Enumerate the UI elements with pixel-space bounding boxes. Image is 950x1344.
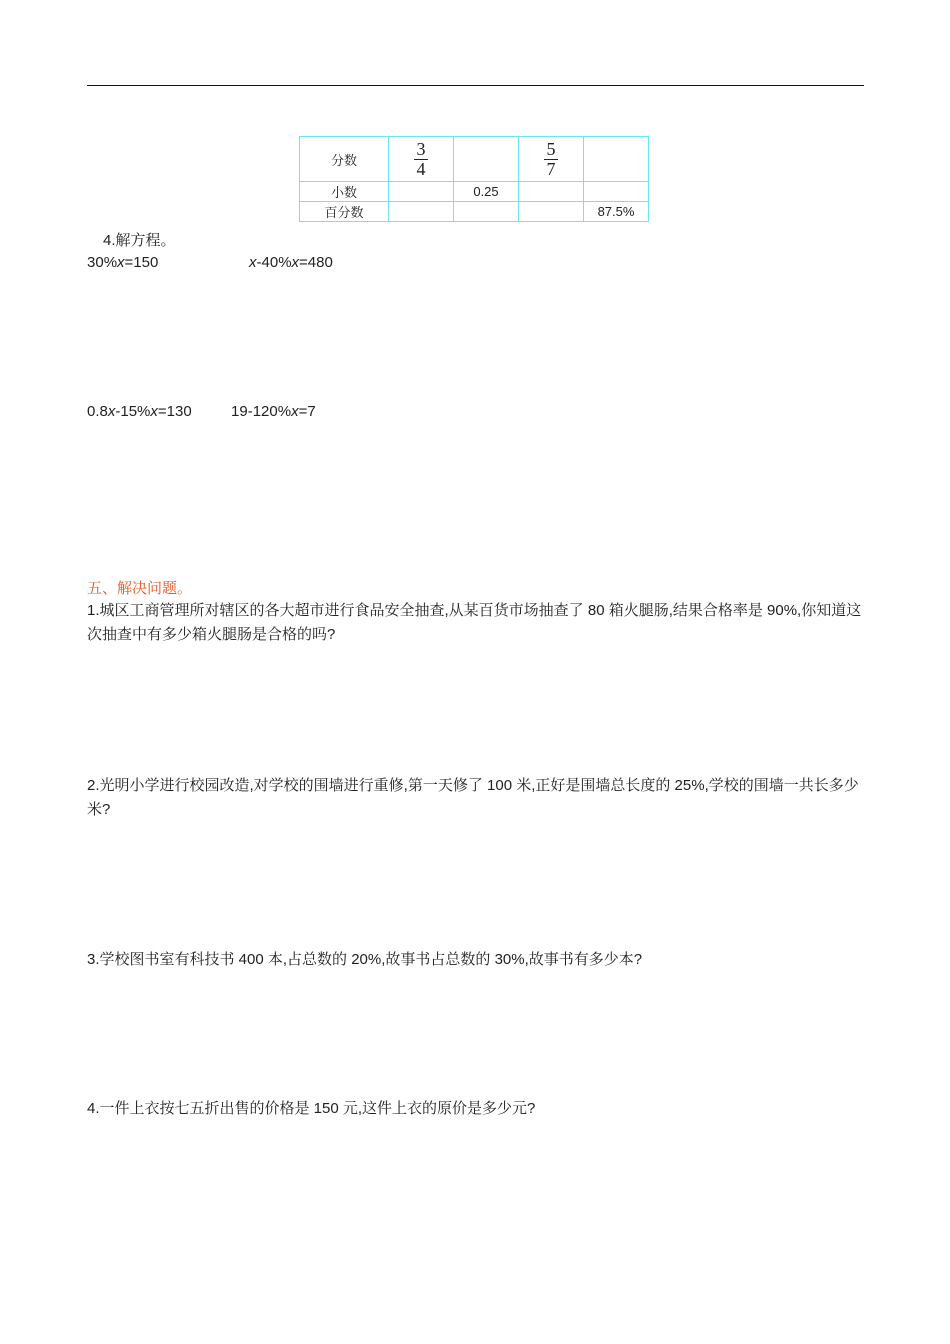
cell-decimal-3 (519, 182, 584, 202)
cell-percent-4: 87.5% (584, 202, 649, 222)
question-1: 1.城区工商管理所对辖区的各大超市进行食品安全抽查,从某百货市场抽查了 80 箱火腿肠,结果合格率是 90%,你知道这次抽查中有多少箱火腿肠是合格的吗? (87, 602, 862, 643)
fraction-numerator: 5 (546, 138, 556, 159)
fraction-3-4 (414, 140, 428, 179)
part4-title: 4.解方程。 (103, 232, 176, 249)
equation-2: x-40%x=480 (249, 254, 333, 271)
header-rule (87, 85, 864, 86)
equation-1: 30%x=150 (87, 254, 159, 271)
cell-percent-3 (519, 202, 584, 222)
fraction-5-7 (544, 140, 558, 179)
cell-fraction-2 (454, 137, 519, 182)
fraction-numerator: 3 (416, 138, 426, 159)
cell-fraction-3 (519, 137, 584, 182)
cell-fraction-1 (389, 137, 454, 182)
question-3: 3.学校图书室有科技书 400 本,占总数的 20%,故事书占总数的 30%,故事书有多少本? (87, 951, 643, 968)
row-label-decimal: 小数 (300, 182, 389, 202)
cell-percent-2 (454, 202, 519, 222)
row-label-fraction: 分数 (300, 137, 389, 182)
cell-percent-1 (389, 202, 454, 222)
equation-3: 0.8x-15%x=130 (87, 403, 192, 420)
cell-decimal-1 (389, 182, 454, 202)
table-row-percent (300, 202, 649, 222)
question-4: 4.一件上衣按七五折出售的价格是 150 元,这件上衣的原价是多少元? (87, 1100, 536, 1117)
table-row-fraction (300, 137, 649, 182)
table-row-decimal (300, 182, 649, 202)
conversion-table (299, 136, 649, 222)
fraction-denominator: 4 (416, 158, 426, 179)
cell-decimal-2: 0.25 (454, 182, 519, 202)
row-label-percent: 百分数 (300, 202, 389, 222)
cell-decimal-4 (584, 182, 649, 202)
fraction-denominator: 7 (546, 158, 556, 179)
section5-title: 五、解决问题。 (87, 580, 193, 597)
question-2: 2.光明小学进行校园改造,对学校的围墙进行重修,第一天修了 100 米,正好是围墙总长度的 25%,学校的围墙一共长多少米? (87, 777, 859, 818)
cell-fraction-4 (584, 137, 649, 182)
equation-4: 19-120%x=7 (231, 403, 316, 420)
